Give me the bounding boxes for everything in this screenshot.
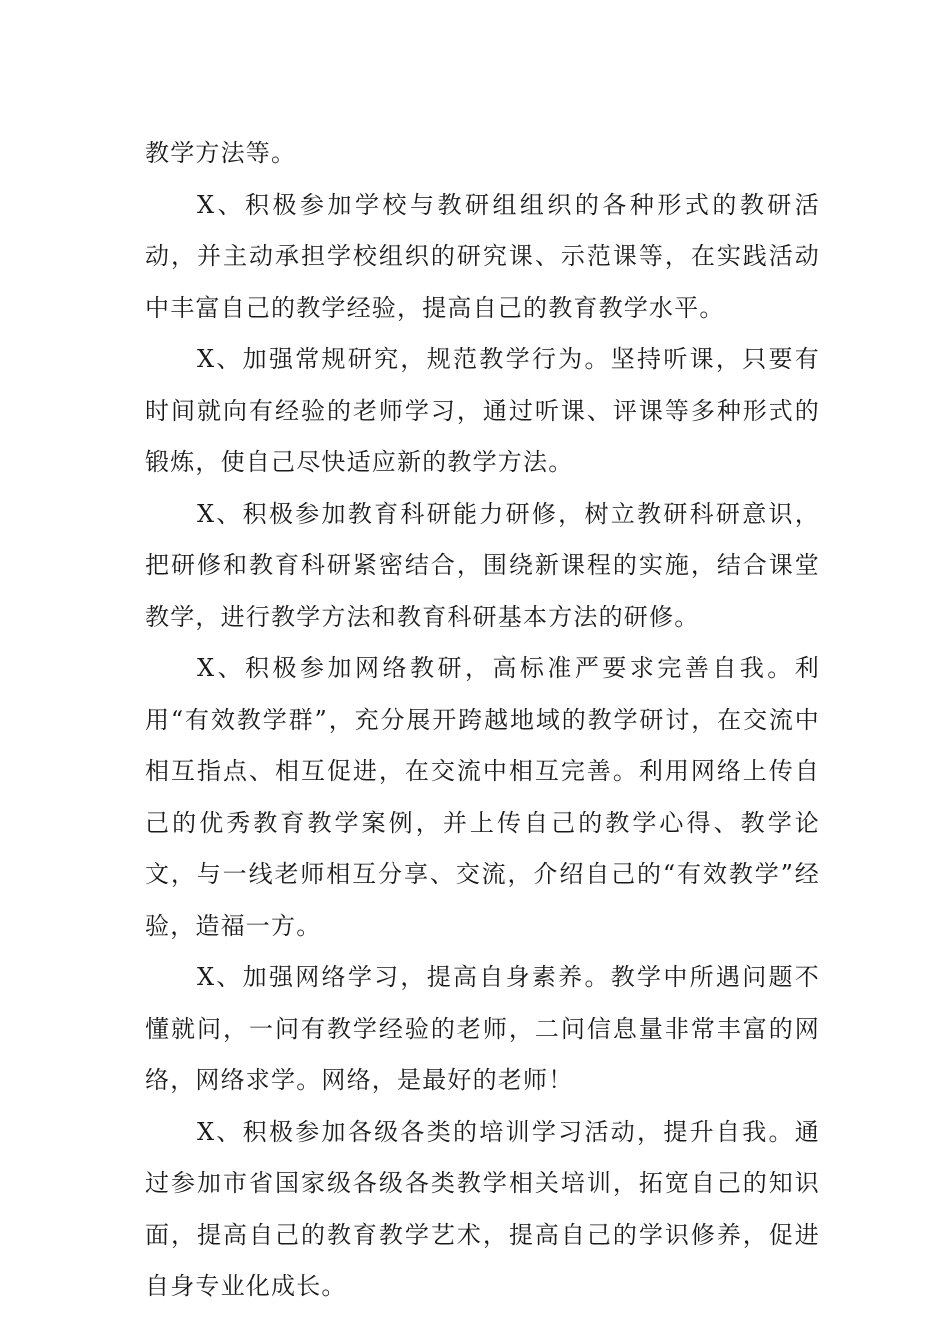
paragraph-0: 教学方法等。	[145, 139, 297, 167]
document-body	[145, 128, 820, 1313]
paragraph-4: X、积极参加网络教研，高标准严要求完善自我。利用“有效教学群”，充分展开跨越地域的教学研讨，在交流中相互指点、相互促进，在交流中相互完善。利用网络上传自己的优秀教育教学案例，并上传自己的教学心得、教学论文，与一线老师相互分享、交流，介绍自己的“有效教学”经验，造福一方。	[145, 654, 820, 940]
paragraph-3: X、积极参加教育科研能力研修，树立教研科研意识，把研修和教育科研紧密结合，围绕新课程的实施，结合课堂教学，进行教学方法和教育科研基本方法的研修。	[145, 499, 820, 631]
paragraph-5: X、加强网络学习，提高自身素养。教学中所遇问题不懂就问，一问有教学经验的老师，二问信息量非常丰富的网络，网络求学。网络，是最好的老师！	[145, 963, 820, 1094]
paragraph-2: X、加强常规研究，规范教学行为。坚持听课，只要有时间就向有经验的老师学习，通过听课、评课等多种形式的锻炼，使自己尽快适应新的教学方法。	[145, 345, 820, 476]
paragraph-6: X、积极参加各级各类的培训学习活动，提升自我。通过参加市省国家级各级各类教学相关培训，拓宽自己的知识面，提高自己的教育教学艺术，提高自己的学识修养，促进自身专业化成长。	[145, 1117, 820, 1300]
paragraph-1: X、积极参加学校与教研组组织的各种形式的教研活动，并主动承担学校组织的研究课、示范课等，在实践活动中丰富自己的教学经验，提高自己的教育教学水平。	[145, 190, 820, 322]
